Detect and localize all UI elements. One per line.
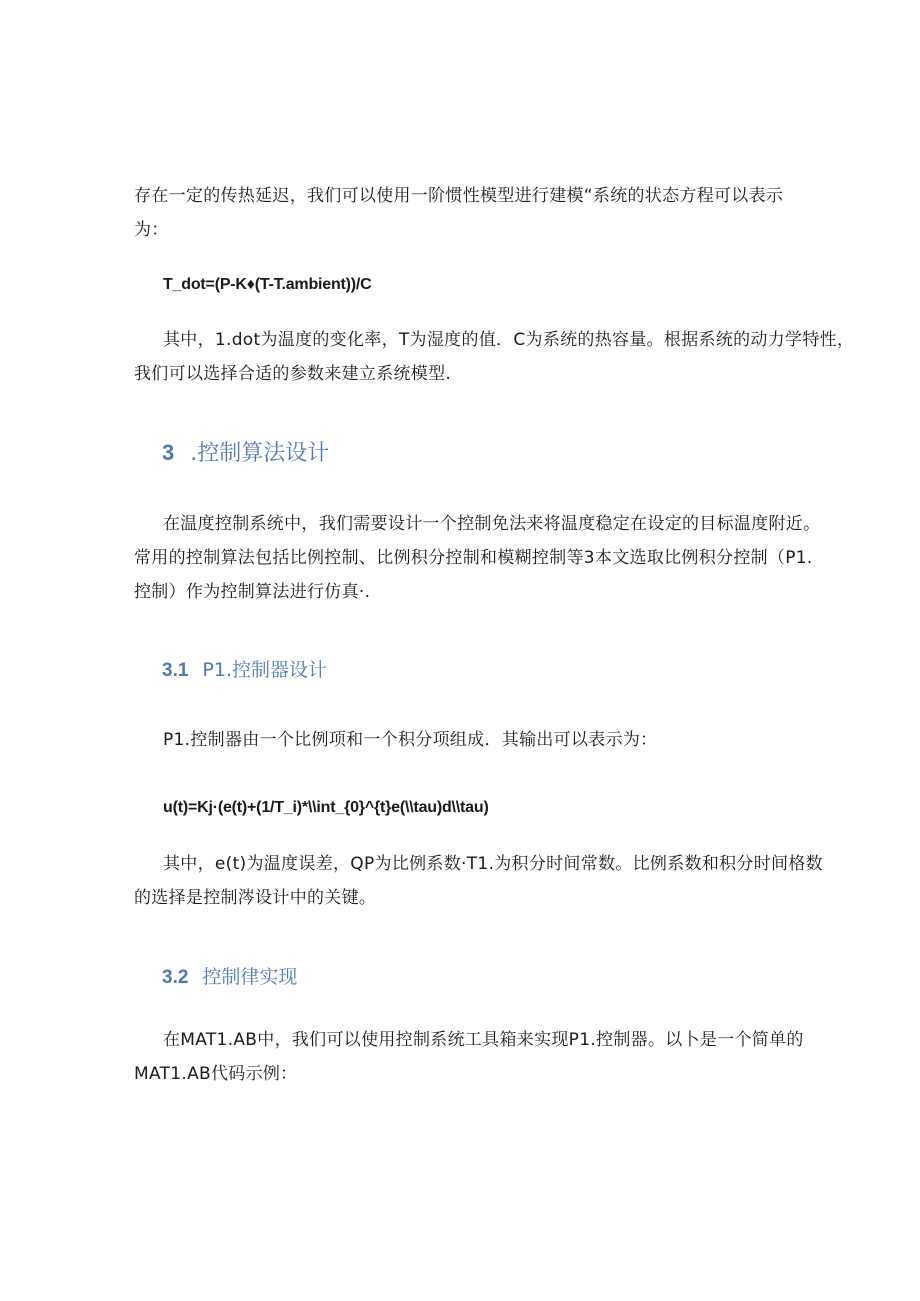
pi-control-formula: u(t)=Kj·(e(t)+(1/T_i)*\\int_{0}^{t}e(\\tau)d\\tau)	[163, 799, 489, 816]
paragraph-2-line-1: 其中，1.dot为温度的变化率，T为湿度的值．C为系统的热容量。根据系统的动力学特性，	[163, 330, 855, 350]
section-number: 3.2	[162, 967, 189, 988]
paragraph-6-line-1: 在MAT1.AB中，我们可以使用控制系统工具箱来实现P1.控制器。以卜是一个简单的	[163, 1030, 804, 1050]
paragraph-5-line-1: 其中，e(t)为温度误差，QP为比例系数·T1.为积分时间常数。比例系数和积分时间格数	[163, 854, 823, 874]
section-heading-3-1	[162, 655, 327, 686]
section-heading-3-2	[162, 962, 297, 993]
section-number: 3	[162, 440, 175, 465]
paragraph-1-line-2: 为：	[134, 220, 169, 240]
paragraph-2-line-2: 我们可以选择合适的参数来建立系统模型.	[134, 364, 452, 384]
section-number: 3.1	[162, 660, 189, 681]
paragraph-3-line-1: 在温度控制系统中，我们需要设计一个控制免法来将温度稳定在设定的目标温度附近。	[163, 514, 821, 534]
state-equation-formula: T_dot=(P-K♦(T-T.ambient))/C	[163, 276, 372, 293]
paragraph-3-line-2: 常用的控制算法包括比例控制、比例积分控制和模糊控制等3本文选取比例积分控制（P1.	[134, 548, 813, 568]
paragraph-5-line-2: 的选择是控制涔设计中的关键。	[134, 888, 377, 908]
paragraph-4-line-1: P1.控制器由一个比例项和一个积分项组成．其输出可以表示为：	[163, 730, 658, 750]
section-title: P1.控制器设计	[202, 659, 328, 681]
paragraph-1-line-1: 存在一定的传热延迟，我们可以使用一阶惯性模型进行建模“系统的状态方程可以表示	[134, 186, 784, 206]
paragraph-6-line-2: MAT1.AB代码示例：	[134, 1064, 298, 1084]
paragraph-3-line-3: 控制）作为控制算法进行仿真·.	[134, 582, 371, 602]
section-title: 控制律实现	[202, 966, 298, 988]
section-heading-3	[162, 438, 329, 469]
section-title: .控制算法设计	[190, 441, 330, 466]
